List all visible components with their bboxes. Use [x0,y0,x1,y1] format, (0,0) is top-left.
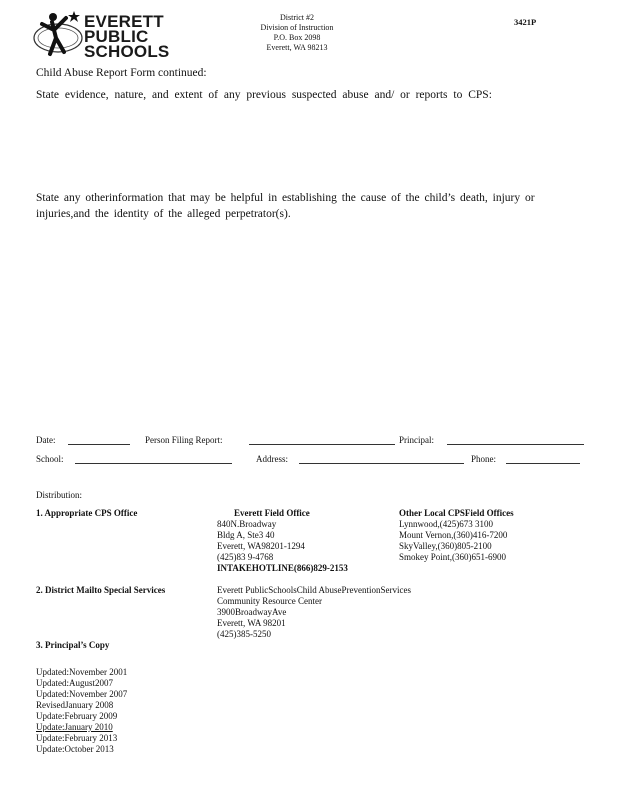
intake-hotline: INTAKEHOTLINE(866)829-2153 [217,563,348,573]
logo-figure-icon [32,8,86,62]
update-entry: RevisedJanuary 2008 [36,700,114,710]
abuse-prevention-services [217,585,411,640]
date-field[interactable] [68,444,130,445]
update-entry: Update:October 2013 [36,744,114,754]
distribution-item-special-services: 2. District Mailto Special Services [36,585,166,595]
everett-field-office [217,508,348,574]
address-line: P.O. Box 2098 [273,33,321,42]
distribution-item-principal-copy: 3. Principal’s Copy [36,640,110,650]
question-other-information-line1: State any otherinformation that may be helpful in establishing the cause of the child’s death, injury or [36,192,535,204]
address-label: Address: [256,454,288,464]
update-entry: Update:February 2009 [36,711,118,721]
school-label: School: [36,454,64,464]
person-filing-field[interactable] [249,444,395,445]
services-line: Community Resource Center [217,596,322,606]
address-line: Division of Instruction [260,23,334,32]
logo-text-everett: EVERETT [84,12,164,31]
distribution-item-cps-office: 1. Appropriate CPS Office [36,508,138,518]
date-label: Date: [36,435,56,445]
logo-text-public: PUBLIC [84,27,149,46]
update-history [36,667,127,755]
document-number: 3421P [514,17,537,27]
school-logo [32,8,172,60]
update-entry: Updated:August2007 [36,678,113,688]
person-filing-label: Person Filing Report: [145,435,223,445]
update-entry: Updated:November 2001 [36,667,128,677]
everett-office-line: Bldg A, Ste3 40 [217,530,275,540]
address-line: District #2 [280,13,314,22]
everett-office-title: Everett Field Office [234,508,310,518]
update-entry: Updated:November 2007 [36,689,128,699]
school-field[interactable] [75,463,232,464]
address-field[interactable] [299,463,464,464]
services-line: (425)385-5250 [217,629,271,639]
phone-label: Phone: [471,454,497,464]
other-offices-title: Other Local CPSField Offices [399,508,514,518]
principal-label: Principal: [399,435,434,445]
update-entry: Update:February 2013 [36,733,118,743]
other-office-line: Smokey Point,(360)651-6900 [399,552,506,562]
phone-field[interactable] [506,463,580,464]
everett-office-line: Everett, WA98201-1294 [217,541,305,551]
update-entry: Update:January 2010 [36,722,113,732]
services-line: Everett PublicSchoolsChild AbusePreventionServices [217,585,411,595]
logo-text-schools: SCHOOLS [84,42,170,61]
everett-office-line: 840N.Broadway [217,519,277,529]
distribution-heading: Distribution: [36,490,83,500]
address-line: Everett, WA 98213 [266,43,328,52]
principal-field[interactable] [447,444,584,445]
question-other-information-line2: injuries,and the identity of the alleged perpetrator(s). [36,208,291,220]
question-previous-abuse: State evidence, nature, and extent of any previous suspected abuse and/ or reports to CPS: [36,89,492,101]
services-line: 3900BroadwayAve [217,607,287,617]
district-address [232,13,362,53]
other-office-line: Lynnwood,(425)673 3100 [399,519,493,529]
form-title: Child Abuse Report Form continued: [36,67,207,79]
other-office-line: Mount Vernon,(360)416-7200 [399,530,508,540]
other-cps-offices [399,508,514,563]
other-office-line: SkyValley,(360)805-2100 [399,541,492,551]
services-line: Everett, WA 98201 [217,618,286,628]
everett-office-line: (425)83 9-4768 [217,552,274,562]
